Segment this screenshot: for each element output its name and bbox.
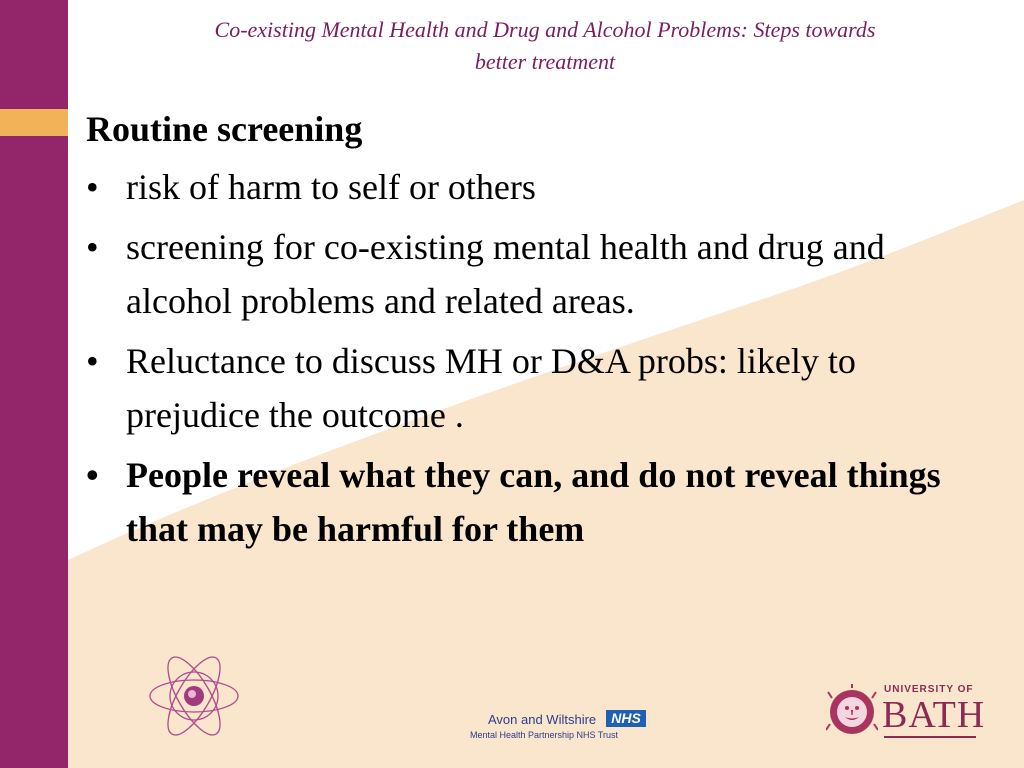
bullet-marker: •: [86, 167, 99, 207]
bath-name-label: BATH: [882, 694, 986, 736]
bullet-text: People reveal what they can, and do not reveal things that may be harmful for them: [126, 455, 941, 549]
nhs-trust-name: Avon and Wiltshire: [488, 712, 597, 727]
header-line-1: Co-existing Mental Health and Drug and Alcohol Problems: Steps towards: [214, 17, 876, 42]
nhs-badge: NHS: [606, 710, 646, 727]
bullet-item-emphasis: [86, 448, 986, 556]
nhs-trust-logo: [470, 706, 650, 746]
sidebar-accent-bar: [0, 109, 68, 136]
bullet-item: [86, 160, 986, 214]
bullet-text: Reluctance to discuss MH or D&A probs: likely to prejudice the outcome .: [126, 341, 856, 435]
bullet-marker: •: [86, 455, 99, 495]
bullet-item: [86, 220, 986, 328]
section-heading: Routine screening: [86, 109, 363, 149]
research-emblem-logo: [146, 656, 242, 736]
bath-seal-icon: [826, 684, 878, 740]
bullet-marker: •: [86, 227, 99, 267]
nhs-trust-subtitle: Mental Health Partnership NHS Trust: [470, 730, 619, 740]
slide-content: [86, 104, 986, 562]
slide-header: [100, 14, 990, 78]
bullet-item: [86, 334, 986, 442]
bath-university-of-label: UNIVERSITY OF: [884, 684, 974, 695]
bullet-marker: •: [86, 341, 99, 381]
bath-underline: [884, 736, 976, 738]
bullet-list: [86, 160, 986, 556]
university-of-bath-logo: [826, 682, 986, 744]
bullet-text: screening for co-existing mental health and drug and alcohol problems and related areas.: [126, 227, 885, 321]
bullet-text: risk of harm to self or others: [126, 167, 536, 207]
header-line-2: better treatment: [474, 49, 616, 74]
